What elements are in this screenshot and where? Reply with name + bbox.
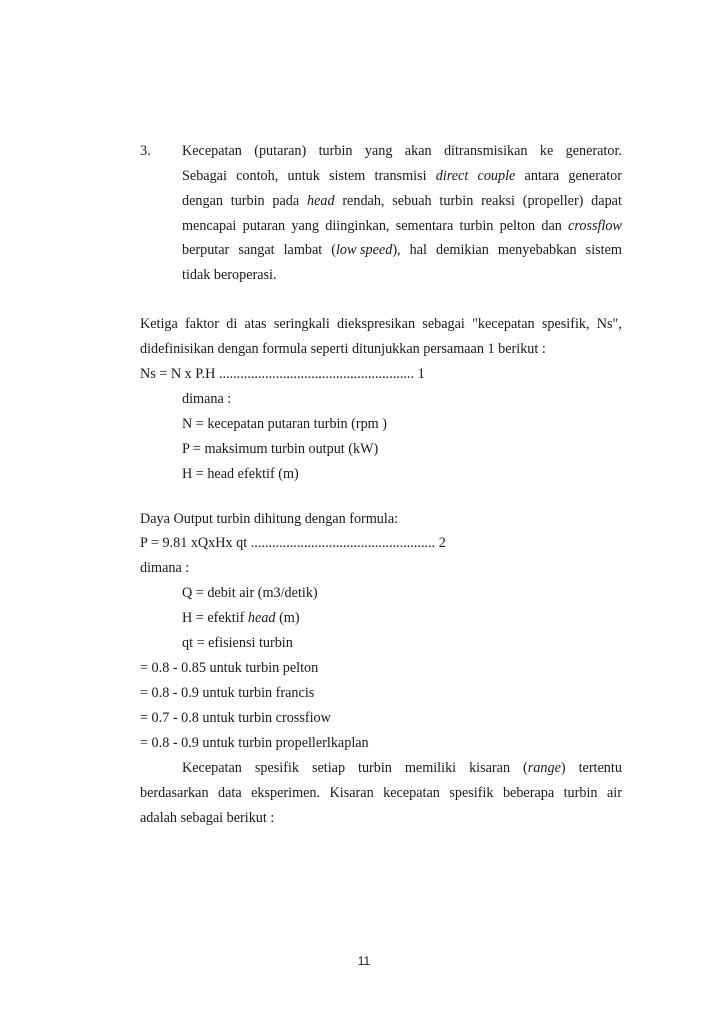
power-def-h: H = efektif head (m) <box>182 610 300 626</box>
efficiency-francis: = 0.8 - 0.9 untuk turbin francis <box>140 685 315 701</box>
item3-line-3: dengan turbin pada head rendah, sebuah turbin reaksi (propeller) dapat <box>182 193 622 209</box>
ns-formula: Ns = N x P.H ....................................................... 1 <box>140 366 425 382</box>
power-intro: Daya Output turbin dihitung dengan formula: <box>140 511 399 527</box>
range-paragraph-line-2: berdasarkan data eksperimen. Kisaran kecepatan spesifik beberapa turbin air <box>140 785 622 801</box>
power-def-q: Q = debit air (m3/detik) <box>182 585 318 601</box>
item3-line-5: berputar sangat lambat (low speed), hal demikian menyebabkan sistem <box>182 242 622 258</box>
ns-def-n: N = kecepatan putaran turbin (rpm ) <box>182 416 387 432</box>
efficiency-propeller: = 0.8 - 0.9 untuk turbin propellerlkaplan <box>140 735 369 751</box>
power-formula: P = 9.81 xQxHx qt .................................................... 2 <box>140 535 446 551</box>
range-paragraph-line-1: Kecepatan spesifik setiap turbin memiliki kisaran (range) tertentu <box>182 760 622 776</box>
power-dimana-label: dimana : <box>140 560 190 576</box>
efficiency-pelton: = 0.8 - 0.85 untuk turbin pelton <box>140 660 319 676</box>
page-number: 11 <box>357 954 371 968</box>
item3-line-4: mencapai putaran yang diinginkan, sementara turbin pelton dan crossflow <box>182 218 622 234</box>
ns-paragraph-line-1: Ketiga faktor di atas seringkali diekspresikan sebagai "kecepatan spesifik, Ns", <box>140 316 622 332</box>
ns-dimana-label: dimana : <box>182 391 232 407</box>
ns-def-h: H = head efektif (m) <box>182 466 299 482</box>
low-speed-phrase: (low speed), <box>331 242 401 258</box>
list-number: 3. <box>140 143 151 159</box>
power-def-qt: qt = efisiensi turbin <box>182 635 293 651</box>
range-paragraph-line-3: adalah sebagai berikut : <box>140 810 275 826</box>
item3-line-2: Sebagai contoh, untuk sistem transmisi direct couple antara generator <box>182 168 622 184</box>
item3-line-1: Kecepatan (putaran) turbin yang akan ditransmisikan ke generator. <box>182 143 622 159</box>
ns-paragraph-line-2: didefinisikan dengan formula seperti ditunjukkan persamaan 1 berikut : <box>140 341 546 357</box>
ns-def-p: P = maksimum turbin output (kW) <box>182 441 379 457</box>
efficiency-crossflow: = 0.7 - 0.8 untuk turbin crossfiow <box>140 710 331 726</box>
range-term: (range) <box>523 760 566 776</box>
item3-line-6: tidak beroperasi. <box>182 267 277 283</box>
